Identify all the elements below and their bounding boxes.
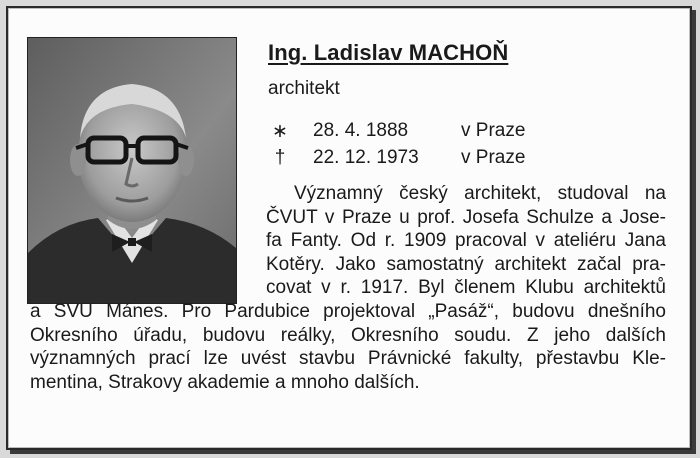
- death-cross-icon: †: [274, 147, 286, 168]
- biography-line: Kotěry. Jako samostatný architekt začal pra-: [266, 253, 666, 275]
- portrait-photo: [27, 37, 237, 304]
- biography-line: Okresního úřadu, budovu reálky, Okresního soudu. Z jeho dalších: [30, 324, 666, 346]
- death-row: [270, 147, 600, 173]
- biography-line: covat v r. 1917. Byl členem Klubu architektů: [266, 277, 666, 298]
- birth-row: [270, 120, 600, 146]
- biography-line: fa Fanty. Od r. 1909 pracoval v ateliéru Jana: [266, 230, 666, 251]
- person-profession: architekt: [268, 78, 340, 99]
- biography-line: významných prací lze uvést stavbu Právnické fakulty, přestavbu Kle-: [30, 348, 666, 369]
- death-place: v Praze: [461, 147, 526, 168]
- biography-line: a SVU Mánes. Pro Pardubice projektoval „Pasáž“, budovu dnešního: [30, 301, 666, 322]
- biography-line: ČVUT v Praze u prof. Josefa Schulze a Jose-: [266, 206, 666, 228]
- biography-beside-photo: [266, 182, 666, 300]
- person-name: Ing. Ladislav MACHOŇ: [268, 40, 509, 65]
- biography-line: mentina, Strakovy akademie a mnoho dalších.: [30, 371, 420, 393]
- biography-full-width: [30, 300, 666, 394]
- birth-star-icon: ∗: [272, 121, 288, 142]
- birth-date: 28. 4. 1888: [313, 120, 409, 141]
- death-date: 22. 12. 1973: [313, 147, 419, 168]
- birth-place: v Praze: [461, 120, 526, 141]
- biography-line: Významný český architekt, studoval na: [294, 183, 666, 204]
